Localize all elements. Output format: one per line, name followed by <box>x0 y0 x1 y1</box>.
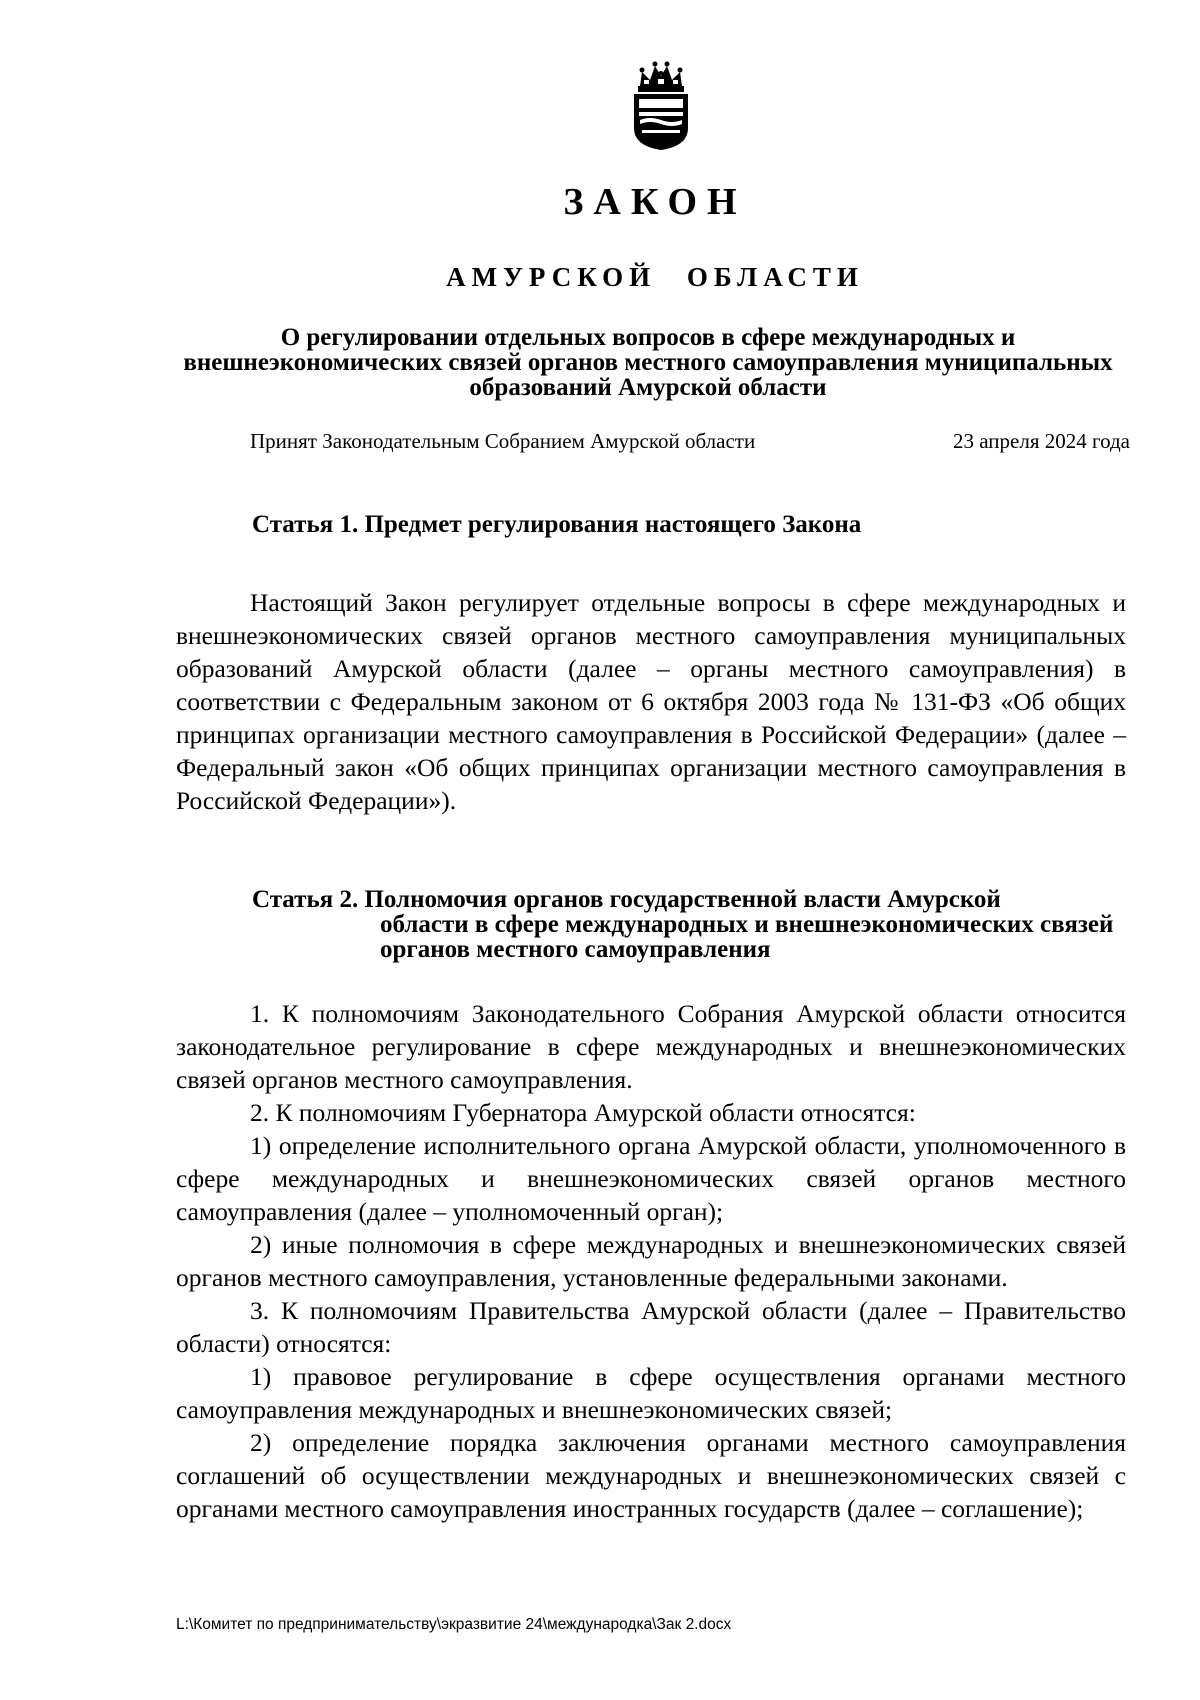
article-2-paragraph: 2) иные полномочия в сфере международных и внешнеэкономических связей органов местного самоуправления, установленные федеральными законами. <box>176 1230 1126 1292</box>
law-subject: О регулировании отдельных вопросов в сфере международных и внешнеэкономических связей органов местного самоуправления муниципальных образований Амурской области <box>183 324 1113 401</box>
article-2-paragraph: 3. К полномочиям Правительства Амурской области (далее – Правительство области) относятся: <box>176 1296 1126 1358</box>
article-2-paragraph: 1) правовое регулирование в сфере осуществления органами местного самоуправления международных и внешнеэкономических связей; <box>176 1362 1126 1424</box>
article-2-heading-first: Статья 2. Полномочия органов государственной власти Амурской <box>252 886 1001 913</box>
adopted-by: Принят Законодательным Собранием Амурской области <box>250 429 756 453</box>
article-1-paragraph: Настоящий Закон регулирует отдельные вопросы в сфере международных и внешнеэкономических связей органов местного самоуправления муниципальных образований Амурской области (далее – органы местного самоуправления) в соответствии с Федеральным законом от 6 октября 2003 года № 131-ФЗ «Об общих принципах организации местного самоуправления в Российской Федерации» (далее – Федеральный закон «Об общих принципах организации местного самоуправления в Российской Федерации»). <box>176 588 1126 815</box>
article-2-paragraph: 1. К полномочиям Законодательного Собрания Амурской области относится законодательное регулирование в сфере международных и внешнеэкономических связей органов местного самоуправления. <box>176 999 1126 1094</box>
article-2-heading <box>252 887 1132 962</box>
coat-of-arms-icon <box>628 60 694 152</box>
article-2-paragraph: 1) определение исполнительного органа Амурской области, уполномоченного в сфере международных и внешнеэкономических связей органов местного самоуправления (далее – уполномоченный орган); <box>176 1131 1126 1226</box>
adoption-line <box>250 428 1130 454</box>
article-1-heading: Статья 1. Предмет регулирования настоящего Закона <box>252 511 862 538</box>
article-2-heading-rest: области в сфере международных и внешнеэкономических связей органов местного самоуправления <box>380 911 1114 963</box>
article-1-body <box>176 586 1126 817</box>
footer-file-path: L:\Комитет по предпринимательству\экразвитие 24\международка\Зак 2.docx <box>176 1616 732 1633</box>
article-2-paragraph: 2) определение порядка заключения органами местного самоуправления соглашений об осуществлении международных и внешнеэкономических связей с органами местного самоуправления иностранных государств (далее – соглашение); <box>176 1428 1126 1523</box>
adopted-date: 23 апреля 2024 года <box>953 429 1130 453</box>
article-2-paragraph: 2. К полномочиям Губернатора Амурской области относятся: <box>250 1098 916 1127</box>
region-title: АМУРСКОЙ ОБЛАСТИ <box>446 262 864 292</box>
article-2-body <box>176 997 1126 1525</box>
document-title: ЗАКОН <box>563 181 747 223</box>
